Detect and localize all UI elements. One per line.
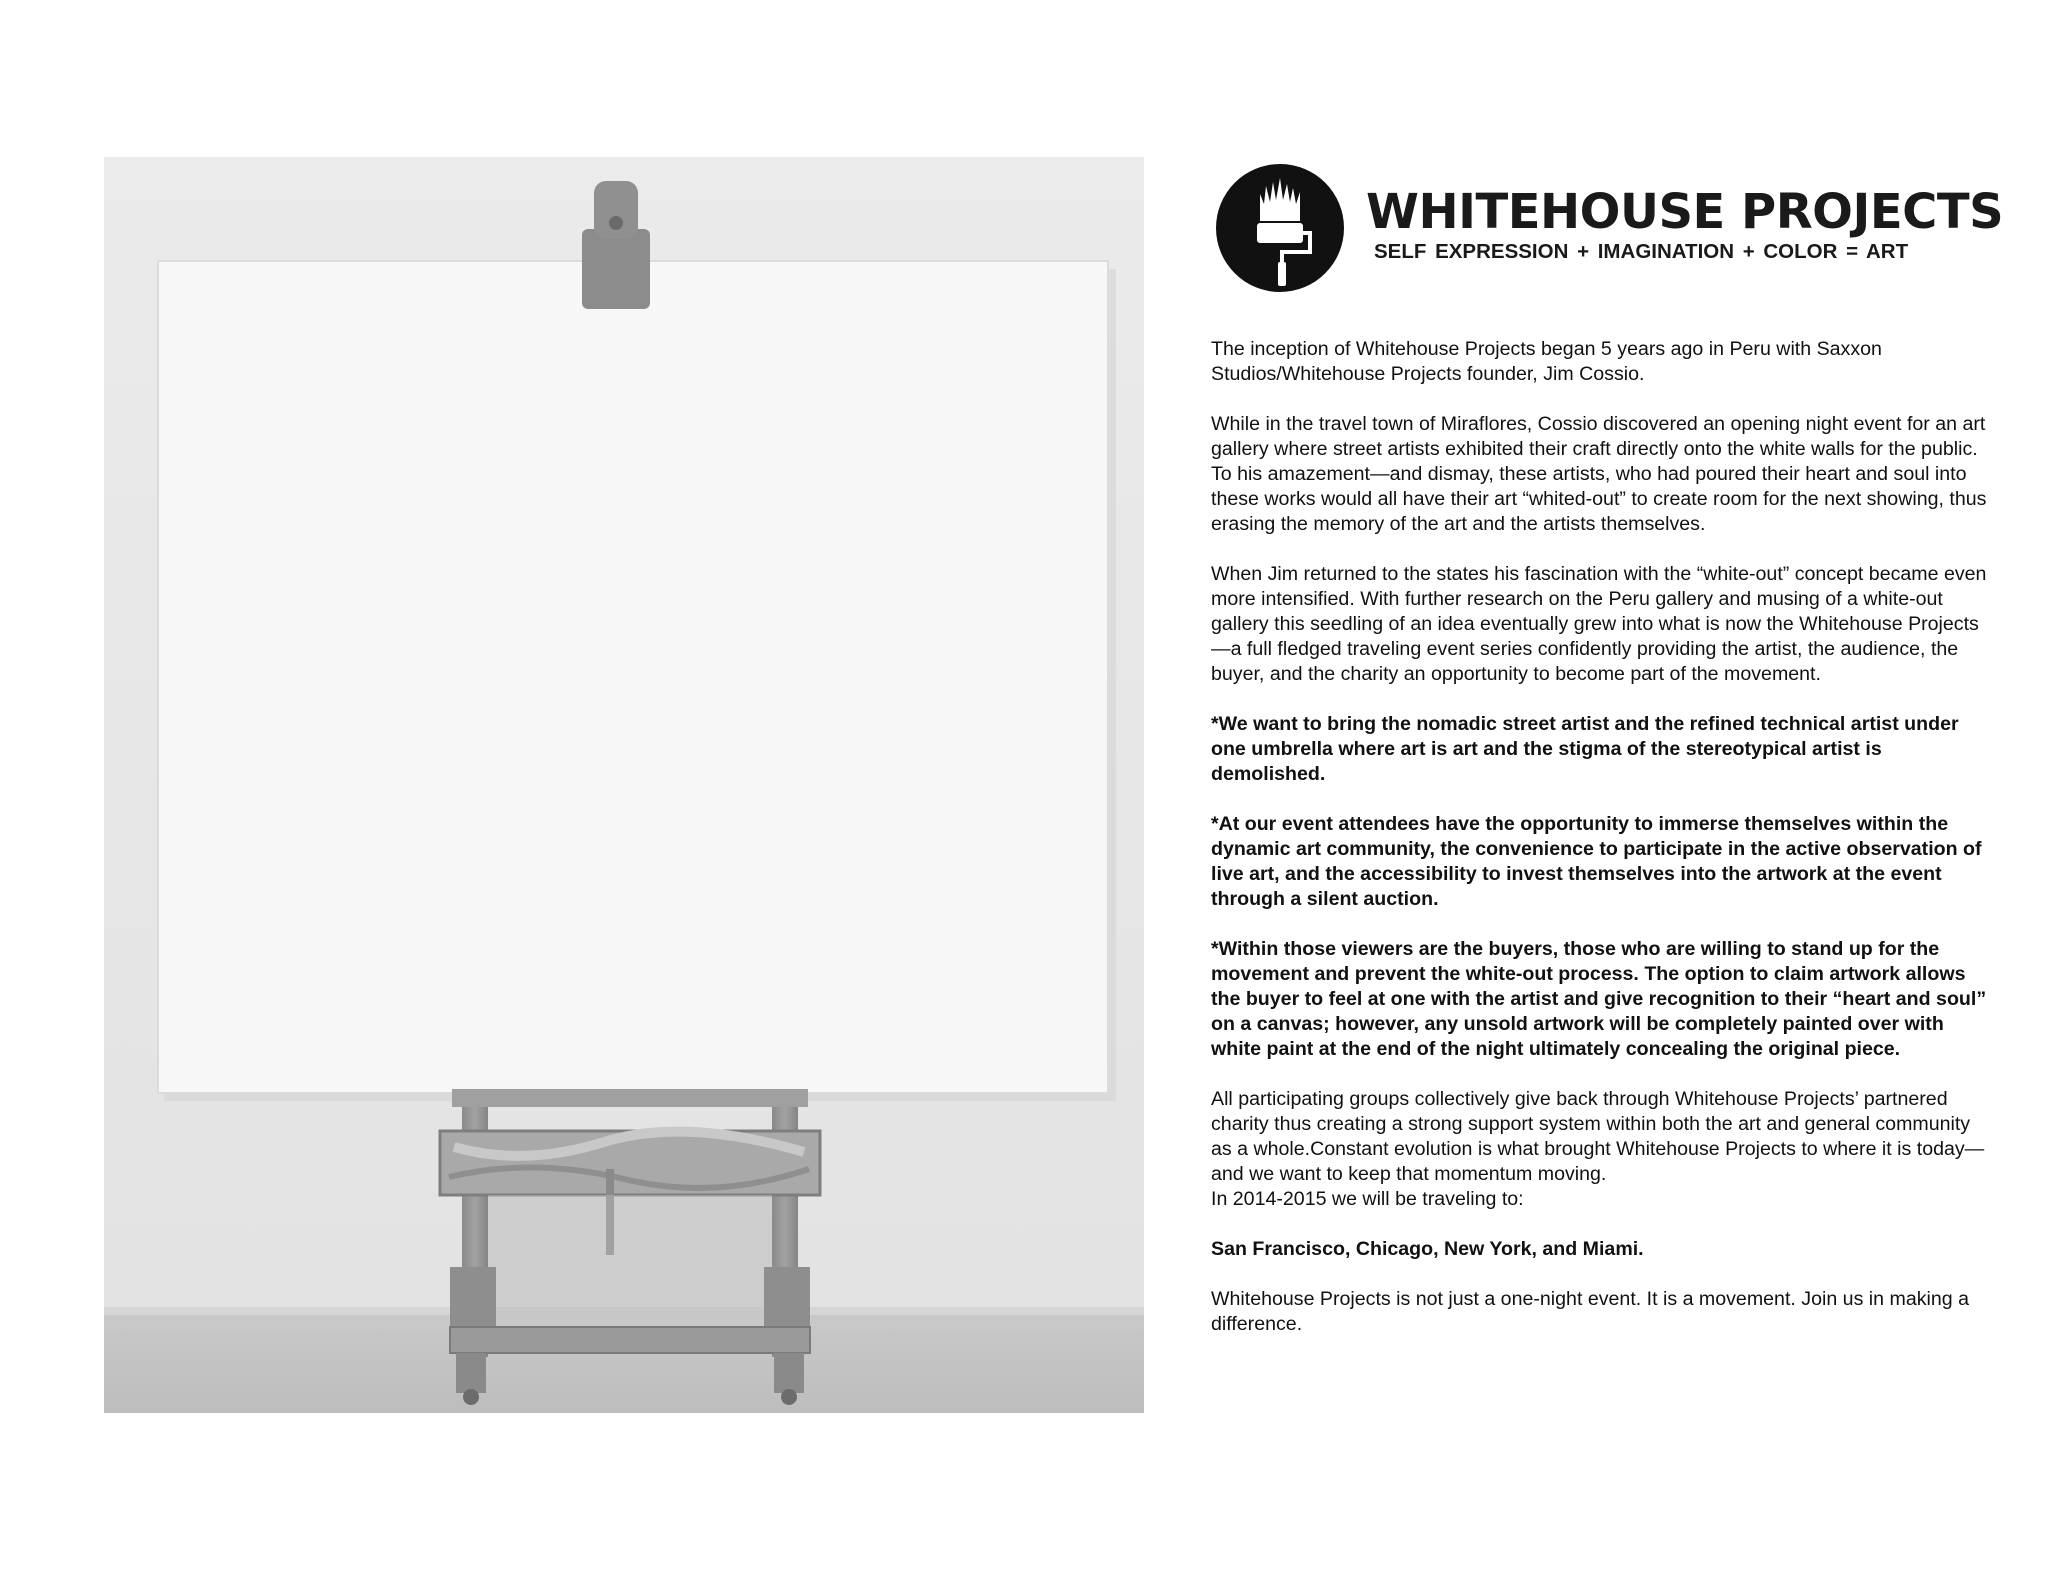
paragraph-mission-buyers: *Within those viewers are the buyers, those who are willing to stand up for the movement and prevent the white-out process. The option to claim artwork allows the buyer to feel at one with the artist and give recognition to their “heart and soul” on a canvas; however, any unsold artwork will be completely painted over with white paint at the end of the night ultimately concealing the original piece. (1211, 938, 1987, 1060)
paint-roller-icon (1216, 164, 1344, 292)
paragraph-mission-artists: *We want to bring the nomadic street artist and the refined technical artist under one umbrella where art is art and the stigma of the stereotypical artist is demolished. (1211, 713, 1959, 785)
brand-header (1212, 160, 2004, 300)
easel-canvas-photo (104, 157, 1144, 1413)
paragraph-travel-cities: San Francisco, Chicago, New York, and Miami. (1211, 1238, 1644, 1260)
brand-name: WHITEHOUSE PROJECTS (1366, 184, 2004, 240)
about-text (1211, 337, 1991, 1362)
paragraph-closing: Whitehouse Projects is not just a one-night event. It is a movement. Join us in making a difference. (1211, 1288, 1970, 1335)
paragraph-travel-intro: In 2014-2015 we will be traveling to: (1211, 1188, 1524, 1210)
paragraph-inception: The inception of Whitehouse Projects began 5 years ago in Peru with Saxxon Studios/Whitehouse Projects founder, Jim Cossio. (1211, 338, 1882, 385)
paragraph-miraflores: While in the travel town of Miraflores, Cossio discovered an opening night event for an art gallery where street artists exhibited their craft directly onto the white walls for the public. To his amazement—and dismay, these artists, who had poured their heart and soul into these works would all have their art “whited-out” to create room for the next showing, thus erasing the memory of the art and the artists themselves. (1211, 413, 1987, 535)
easel-illustration (104, 157, 1144, 1413)
paragraph-mission-attendees: *At our event attendees have the opportunity to immerse themselves within the dynamic art community, the convenience to participate in the active observation of live art, and the accessibility to invest themselves into the artwork at the event through a silent auction. (1211, 813, 1982, 910)
paragraph-white-out-concept: When Jim returned to the states his fascination with the “white-out” concept became even more intensified. With further research on the Peru gallery and musing of a white-out gallery this seedling of an idea eventually grew into what is now the Whitehouse Projects—a full fledged traveling event series confidently providing the artist, the audience, the buyer, and the charity an opportunity to become part of the movement. (1211, 563, 1987, 685)
paragraph-charity: All participating groups collectively give back through Whitehouse Projects’ partnered charity thus creating a strong support system within both the art and general community as a whole.Constant evolution is what brought Whitehouse Projects to where it is today—and we want to keep that momentum moving. (1211, 1088, 1985, 1185)
brand-tagline: SELF EXPRESSION + IMAGINATION + COLOR = ART (1374, 240, 1909, 263)
